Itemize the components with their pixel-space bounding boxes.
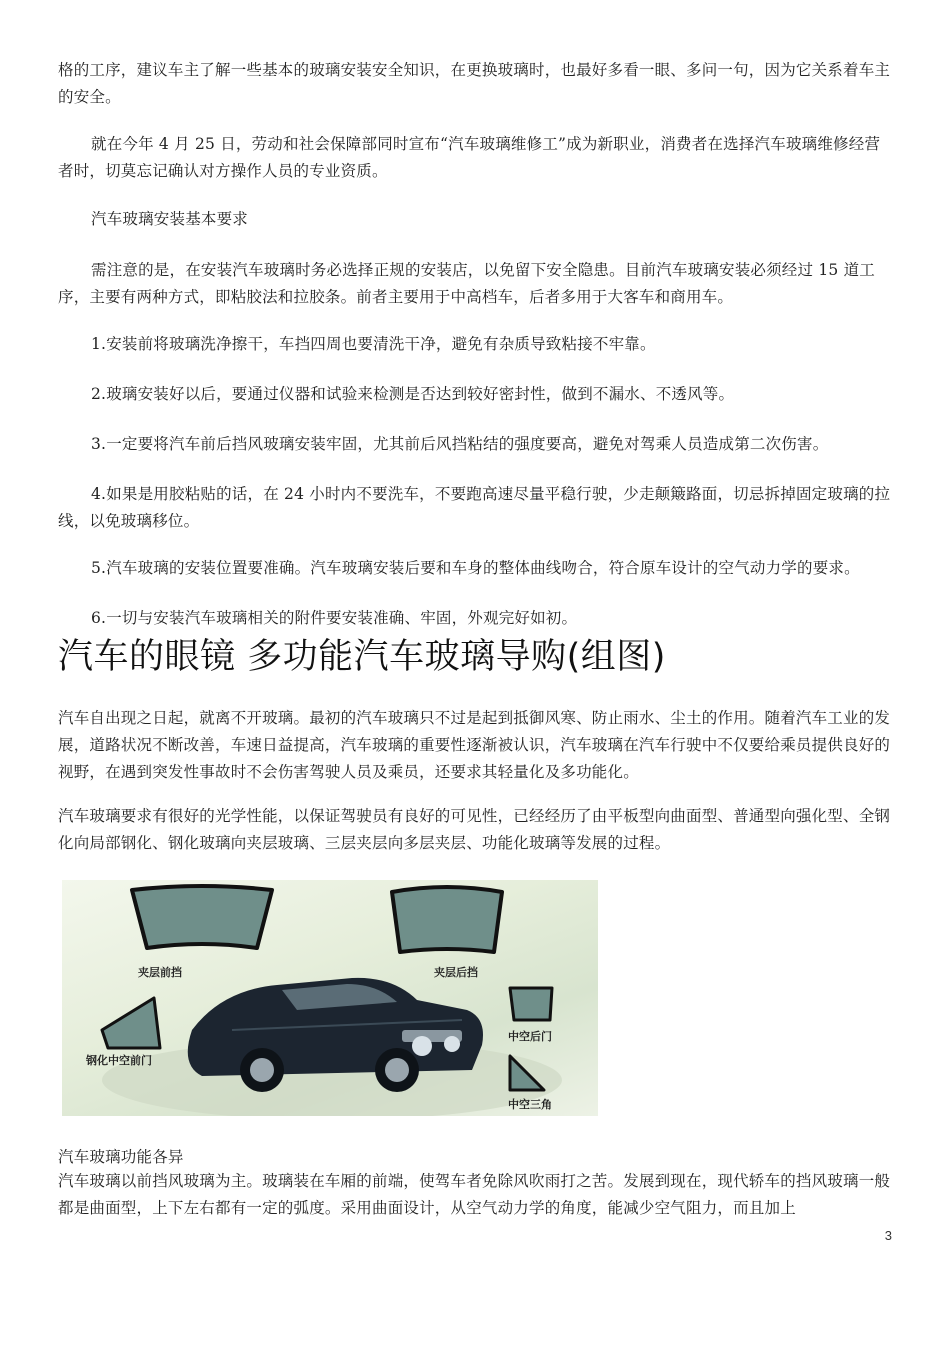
paragraph-new-profession: 就在今年 4 月 25 日，劳动和社会保障部同时宣布“汽车玻璃维修工”成为新职业，消费者在选择汽车玻璃维修经营者时，切莫忘记确认对方操作人员的专业资质。 <box>58 135 881 180</box>
rear-door-glass <box>510 988 552 1020</box>
paragraph-install-intro: 需注意的是，在安装汽车玻璃时务必选择正规的安装店，以免留下安全隐患。目前汽车玻璃安装必须经过 15 道工序，主要有两种方式，即粘胶法和拉胶条。前者主要用于中高档车，后者多用于大客车和商用车。 <box>58 261 875 306</box>
subheading-glass-functions: 汽车玻璃功能各异 <box>58 1148 184 1166</box>
list-item-1: 1.安装前将玻璃洗净擦干，车挡四周也要清洗干净，避免有杂质导致粘接不牢靠。 <box>91 335 656 353</box>
front-door-glass <box>102 998 160 1048</box>
list-item-5: 5.汽车玻璃的安装位置要准确。汽车玻璃安装后要和车身的整体曲线吻合，符合原车设计的空气动力学的要求。 <box>91 559 860 577</box>
car-glass-figure <box>62 880 598 1116</box>
label-front-windshield: 夹层前挡 <box>138 966 182 979</box>
list-item-4: 4.如果是用胶粘贴的话，在 24 小时内不要洗车，不要跑高速尽量平稳行驶，少走颠簸路面，切忌拆掉固定玻璃的拉线，以免玻璃移位。 <box>58 485 891 530</box>
paragraph-article-intro: 汽车自出现之日起，就离不开玻璃。最初的汽车玻璃只不过是起到抵御风寒、防止雨水、尘土的作用。随着汽车工业的发展，道路状况不断改善，车速日益提高，汽车玻璃的重要性逐渐被认识，汽车玻璃在汽车行驶中不仅要给乘员提供良好的视野，在遇到突发性事故时不会伤害驾驶人员及乘员，还要求其轻量化及多功能化。 <box>58 709 891 781</box>
label-rear-door: 中空后门 <box>508 1030 552 1043</box>
paragraph-continuation: 格的工序，建议车主了解一些基本的玻璃安装安全知识，在更换玻璃时，也最好多看一眼、多问一句，因为它关系着车主的安全。 <box>58 61 891 106</box>
list-item-3: 3.一定要将汽车前后挡风玻璃安装牢固，尤其前后风挡粘结的强度要高，避免对驾乘人员造成第二次伤害。 <box>91 435 829 453</box>
article-heading: 汽车的眼镜 多功能汽车玻璃导购(组图) <box>58 637 666 677</box>
label-front-door: 钢化中空前门 <box>86 1054 152 1067</box>
rear-windshield-glass <box>392 887 502 952</box>
page-number: 3 <box>884 1228 892 1243</box>
subheading-install-requirements: 汽车玻璃安装基本要求 <box>91 210 249 228</box>
label-triangle: 中空三角 <box>508 1098 552 1111</box>
list-item-2: 2.玻璃安装好以后，要通过仪器和试验来检测是否达到较好密封性，做到不漏水、不透风等。 <box>91 385 735 403</box>
paragraph-front-windshield: 汽车玻璃以前挡风玻璃为主。玻璃装在车厢的前端，使驾车者免除风吹雨打之苦。发展到现在，现代轿车的挡风玻璃一般都是曲面型，上下左右都有一定的弧度。采用曲面设计，从空气动力学的角度，能减少空气阻力，而且加上 <box>58 1172 891 1217</box>
paragraph-optical-performance: 汽车玻璃要求有很好的光学性能，以保证驾驶员有良好的可见性，已经经历了由平板型向曲面型、普通型向强化型、全钢化向局部钢化、钢化玻璃向夹层玻璃、三层夹层向多层夹层、功能化玻璃等发展的过程。 <box>58 807 891 852</box>
car-glass-illustration <box>62 880 598 1116</box>
front-windshield-glass <box>132 886 272 948</box>
list-item-6: 6.一切与安装汽车玻璃相关的附件要安装准确、牢固，外观完好如初。 <box>91 609 578 627</box>
label-rear-windshield: 夹层后挡 <box>434 966 478 979</box>
